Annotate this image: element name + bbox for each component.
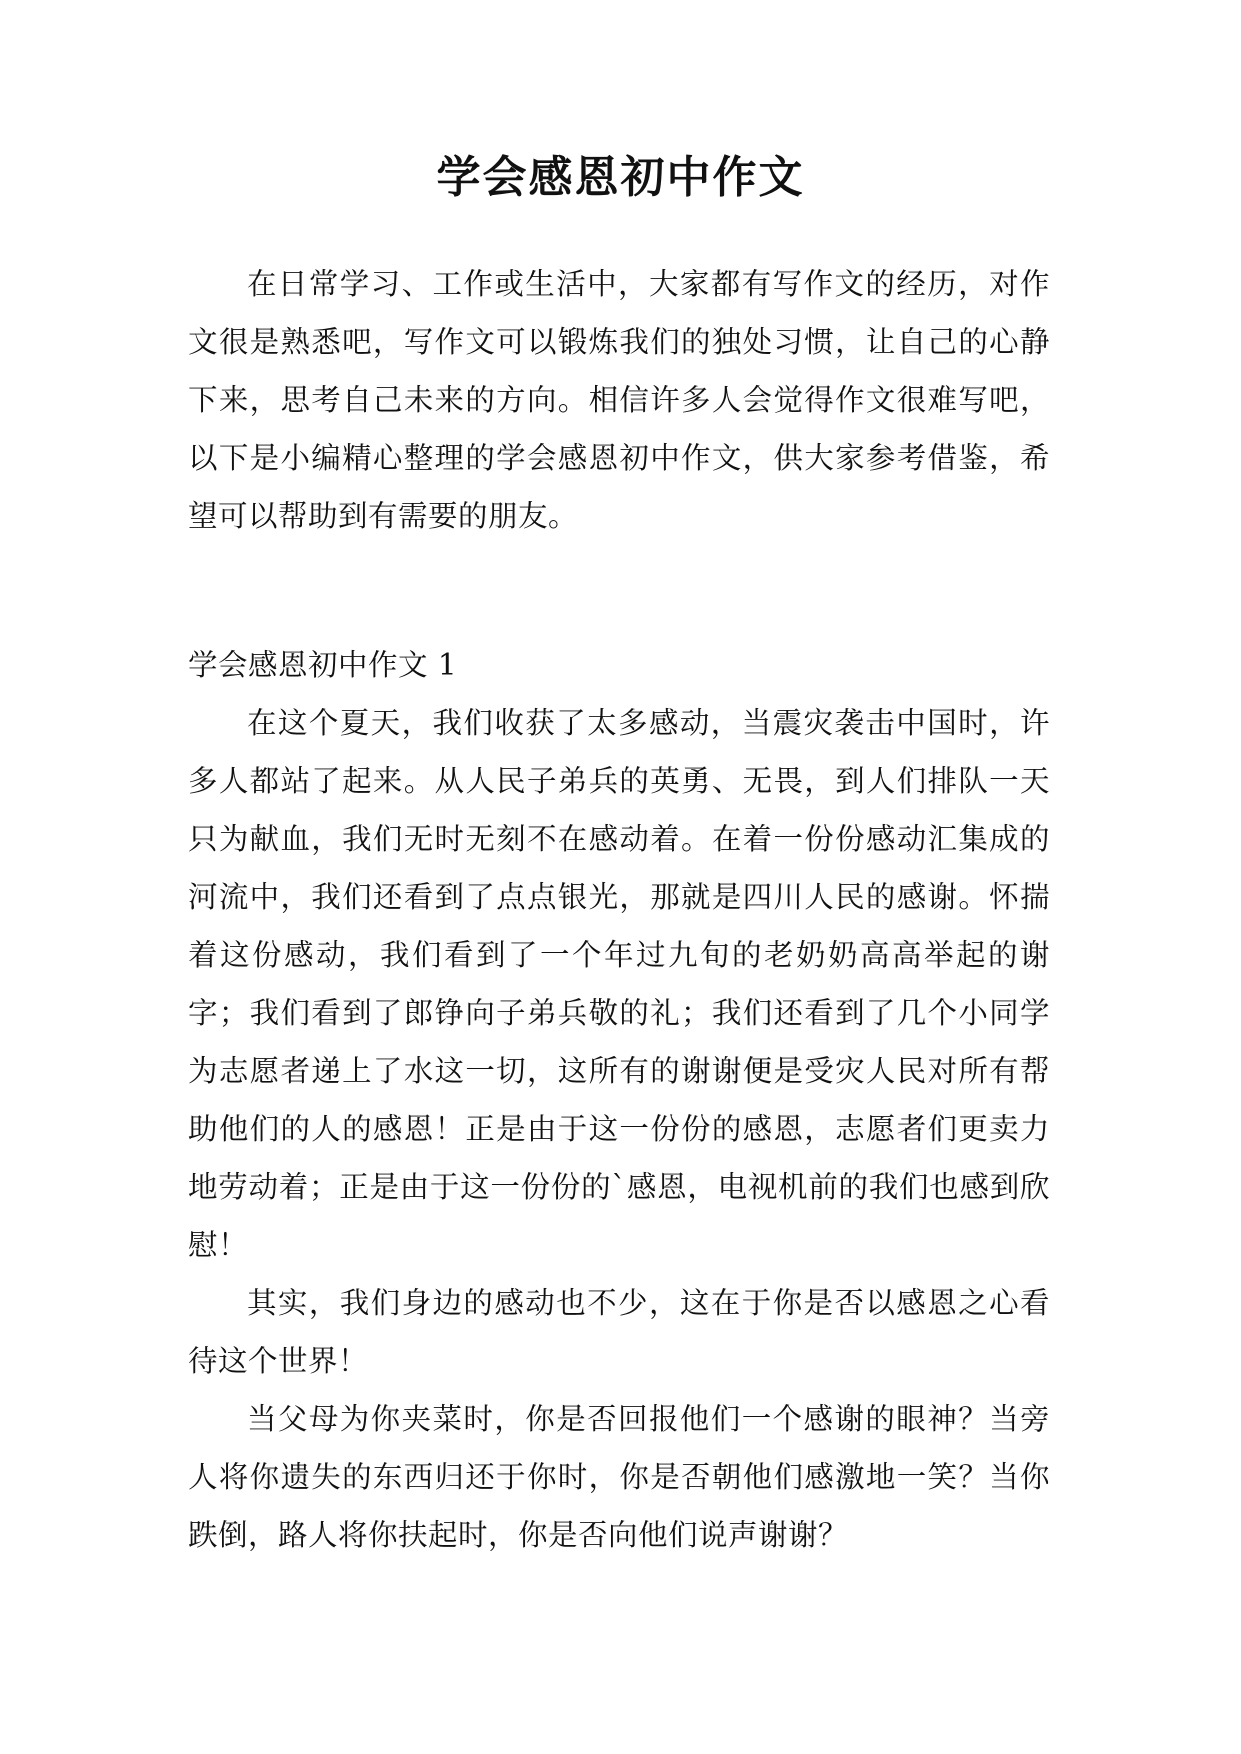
essay-paragraph-3: 当父母为你夹菜时，你是否回报他们一个感谢的眼神？当旁人将你遗失的东西归还于你时，你是否朝他们感激地一笑？当你跌倒，路人将你扶起时，你是否向他们说声谢谢？ [188, 1402, 1050, 1552]
document-title: 学会感恩初中作文 [436, 152, 805, 203]
section-title: 学会感恩初中作文 1 [188, 648, 458, 682]
intro-paragraph: 在日常学习、工作或生活中，大家都有写作文的经历，对作文很是熟悉吧，写作文可以锻炼我们的独处习惯，让自己的心静下来，思考自己未来的方向。相信许多人会觉得作文很难写吧，以下是小编精心整理的学会感恩初中作文，供大家参考借鉴，希望可以帮助到有需要的朋友。 [188, 267, 1050, 533]
intro-block [188, 255, 1050, 545]
essay-paragraph-1: 在这个夏天，我们收获了太多感动，当震灾袭击中国时，许多人都站了起来。从人民子弟兵的英勇、无畏，到人们排队一天只为献血，我们无时无刻不在感动着。在着一份份感动汇集成的河流中，我们还看到了点点银光，那就是四川人民的感谢。怀揣着这份感动，我们看到了一个年过九旬的老奶奶高高举起的谢字；我们看到了郎铮向子弟兵敬的礼；我们还看到了几个小同学为志愿者递上了水这一切，这所有的谢谢便是受灾人民对所有帮助他们的人的感恩！正是由于这一份份的感恩，志愿者们更卖力地劳动着；正是由于这一份份的`感恩，电视机前的我们也感到欣慰！ [188, 706, 1050, 1262]
essay-section-1 [188, 636, 1050, 1564]
essay-paragraph-2: 其实，我们身边的感动也不少，这在于你是否以感恩之心看待这个世界！ [188, 1286, 1050, 1378]
